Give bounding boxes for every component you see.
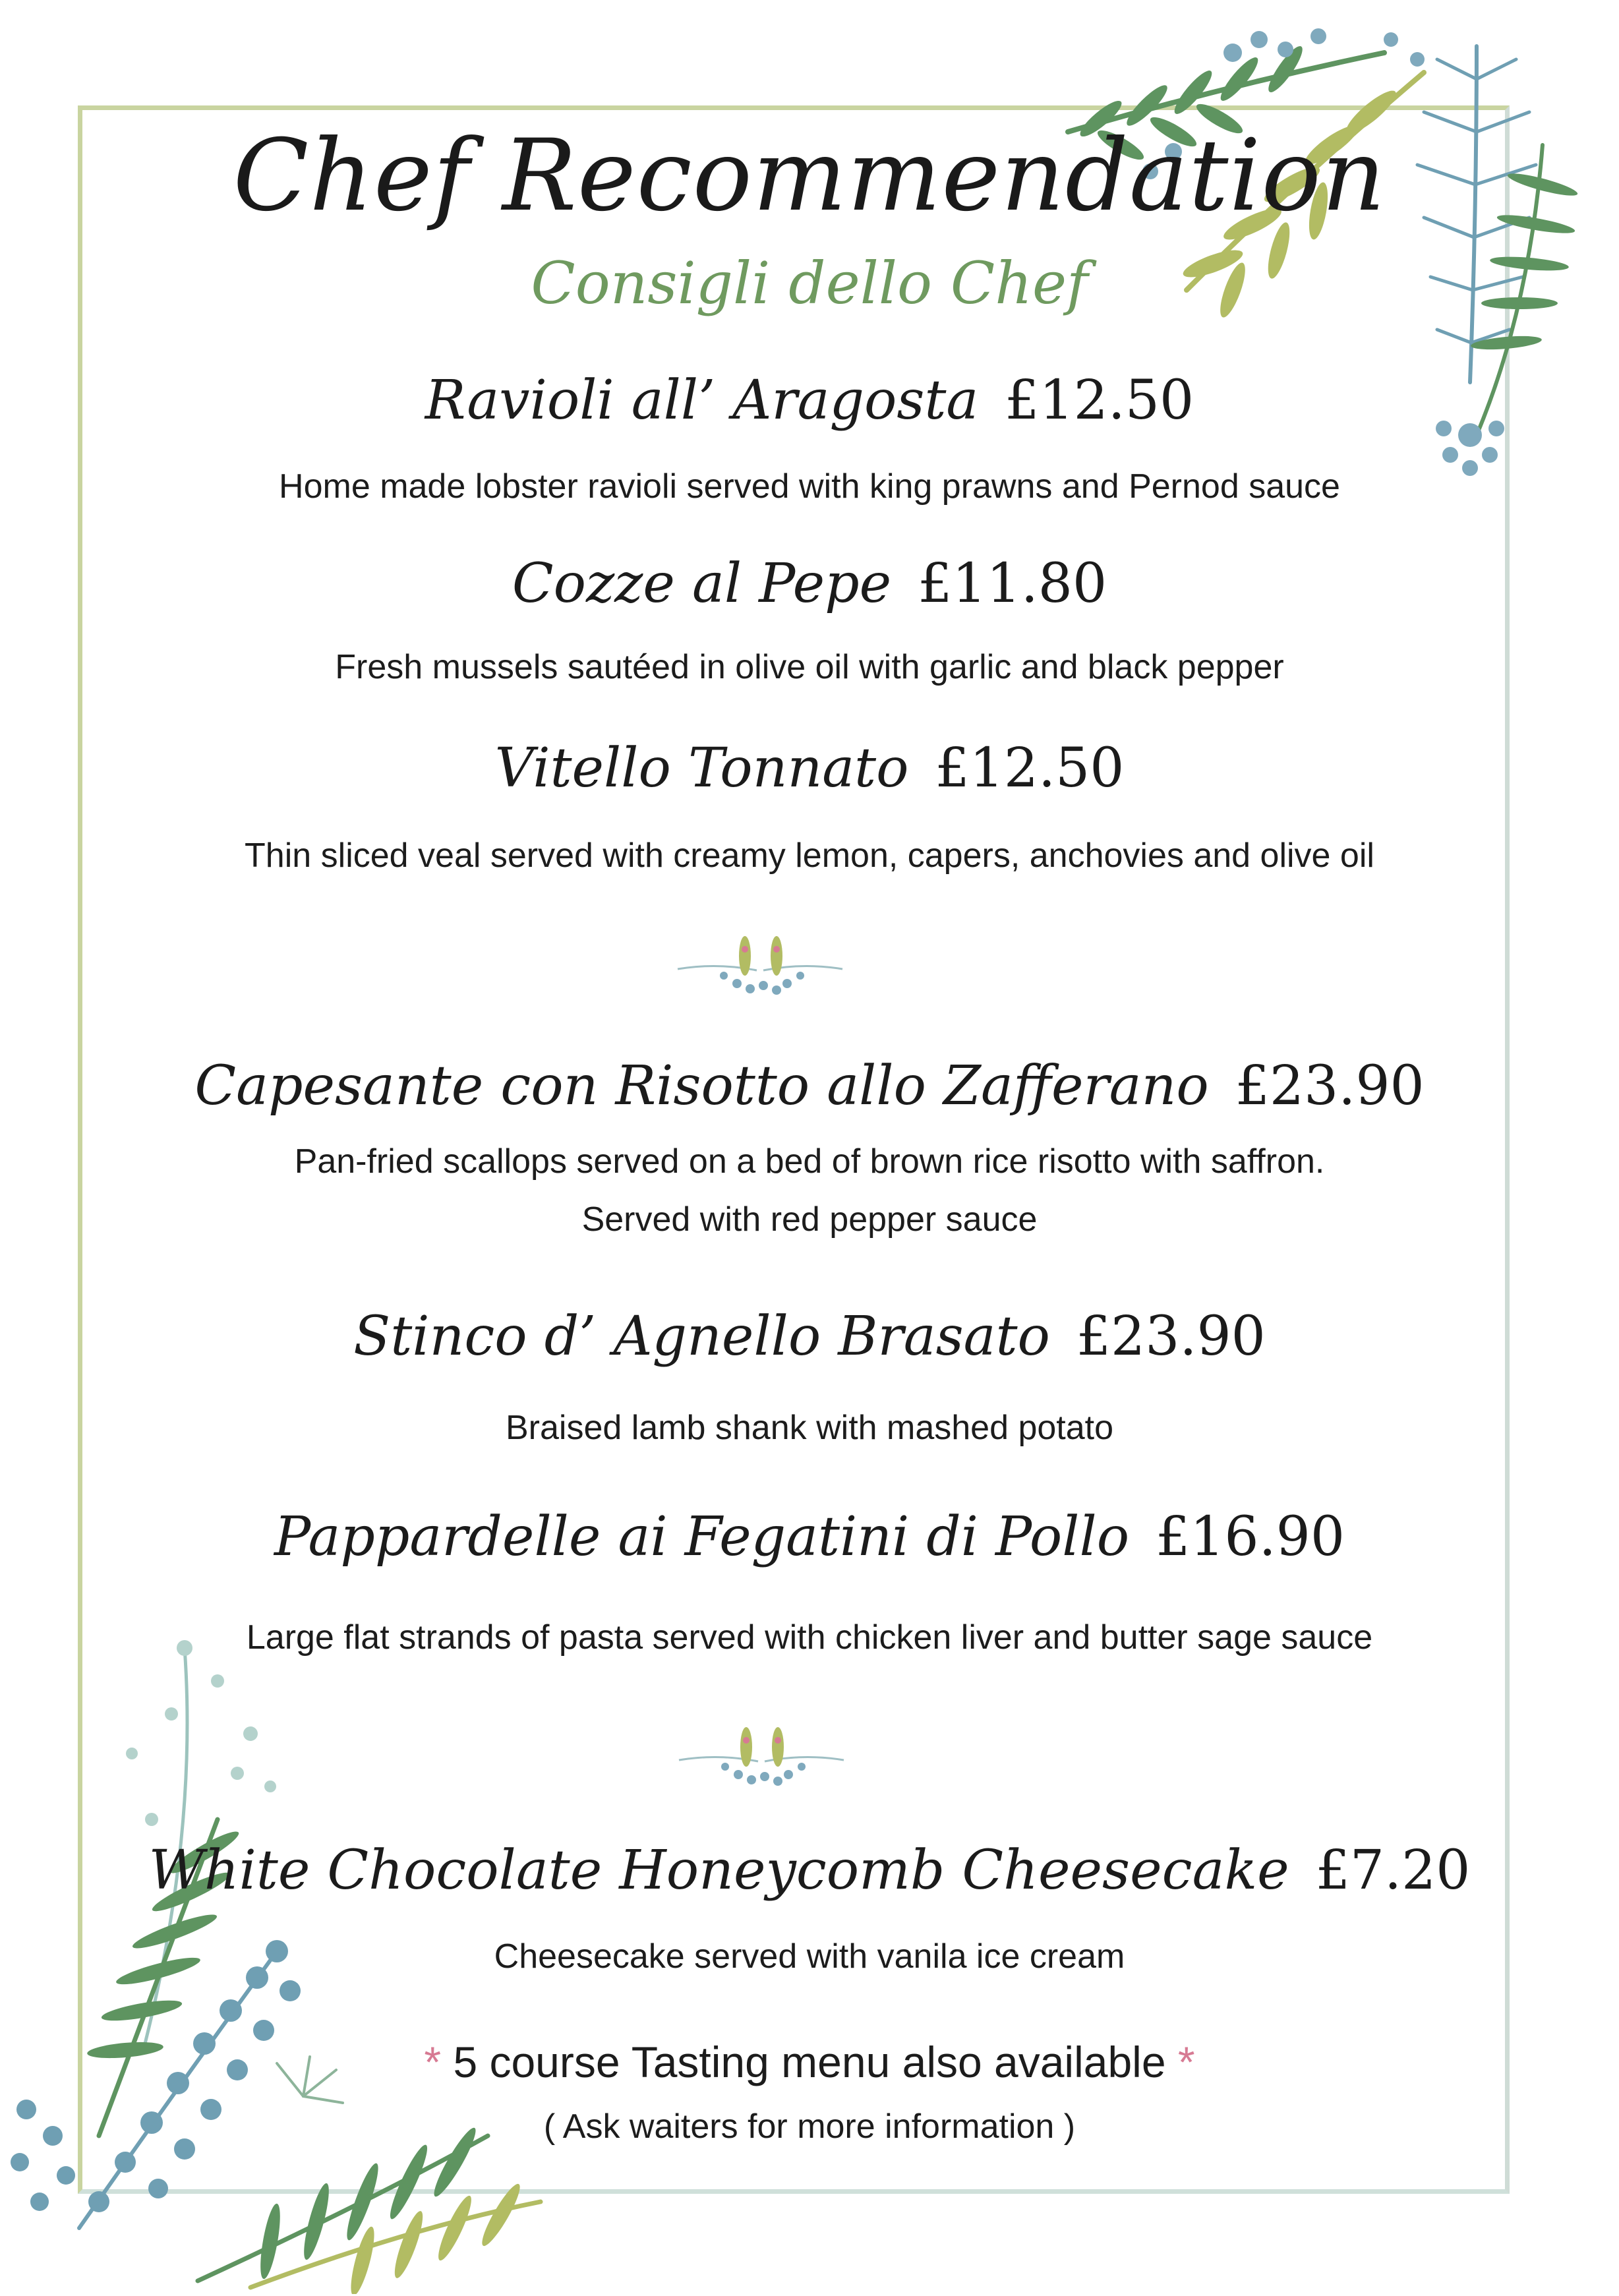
dish-name: Cozze al Pepe: [512, 552, 892, 615]
menu-subtitle: Consigli dello Chef: [531, 249, 1088, 317]
dish-description: Fresh mussels sautéed in olive oil with garlic and black pepper: [335, 648, 1284, 686]
dish-title: [0, 552, 1619, 615]
dish-name: Capesante con Risotto allo Zafferano: [194, 1055, 1209, 1117]
dish-description: Braised lamb shank with mashed potato: [505, 1409, 1114, 1447]
dish-price: £23.90: [1076, 1305, 1266, 1368]
ask-waiters-note: ( Ask waiters for more information ): [543, 2107, 1076, 2146]
dish-name: Vitello Tonnato: [494, 737, 909, 800]
dish-price: £7.20: [1315, 1839, 1471, 1902]
dish-description-line2: Served with red pepper sauce: [581, 1200, 1038, 1239]
dish-title: [0, 1839, 1619, 1902]
star-icon: *: [424, 2038, 442, 2086]
dish-price: £12.50: [1005, 369, 1194, 432]
dish-name: Ravioli all’ Aragosta: [425, 369, 979, 432]
tasting-menu-text: 5 course Tasting menu also available: [453, 2038, 1166, 2086]
dish-description: Home made lobster ravioli served with king prawns and Pernod sauce: [279, 467, 1340, 506]
floral-divider-icon: [671, 929, 849, 1009]
dish-name: Stinco d’ Agnello Brasato: [353, 1305, 1050, 1368]
dish-title: [0, 369, 1619, 432]
dish-name: Pappardelle ai Fegatini di Pollo: [274, 1506, 1130, 1568]
dish-description: Large flat strands of pasta served with chicken liver and butter sage sauce: [246, 1618, 1373, 1657]
menu-title: Chef Recommendation: [233, 119, 1386, 233]
dish-price: £11.80: [918, 552, 1107, 615]
dish-description: Thin sliced veal served with creamy lemon, capers, anchovies and olive oil: [245, 837, 1374, 875]
floral-divider-icon: [672, 1721, 850, 1800]
dish-name: White Chocolate Honeycomb Cheesecake: [148, 1839, 1289, 1902]
dish-price: £12.50: [935, 737, 1125, 800]
dish-price: £23.90: [1235, 1055, 1425, 1117]
star-icon: *: [1177, 2038, 1195, 2086]
dish-title: [0, 1055, 1619, 1117]
tasting-menu-note: [0, 2037, 1619, 2087]
dish-title: [0, 1305, 1619, 1368]
dish-description: Cheesecake served with vanila ice cream: [494, 1937, 1125, 1976]
dish-title: [0, 737, 1619, 800]
dish-description: Pan-fried scallops served on a bed of brown rice risotto with saffron.: [294, 1142, 1325, 1181]
dish-price: £16.90: [1156, 1506, 1345, 1568]
dish-title: [0, 1506, 1619, 1568]
